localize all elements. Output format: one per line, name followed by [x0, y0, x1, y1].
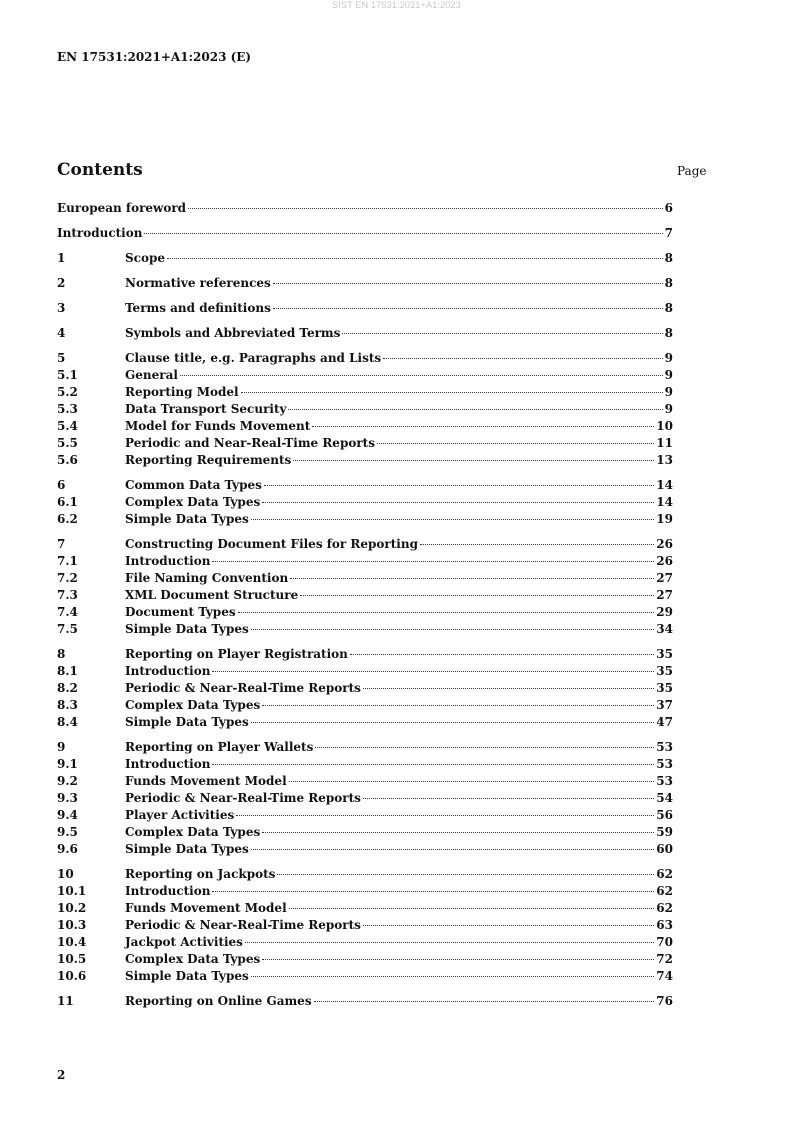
toc-entry-title[interactable]: Model for Funds Movement — [125, 419, 311, 433]
toc-entry-page: 62 — [656, 884, 673, 898]
toc-entry-title[interactable]: Reporting on Jackpots — [125, 867, 276, 881]
toc-entry-title[interactable]: Clause title, e.g. Paragraphs and Lists — [125, 351, 382, 365]
toc-entry[interactable] — [57, 225, 673, 242]
toc-entry-page: 56 — [656, 808, 673, 822]
toc-entry-title[interactable]: Reporting on Player Registration — [125, 647, 348, 661]
toc-entry-title[interactable]: Simple Data Types — [125, 622, 249, 636]
toc-dot-leader — [289, 908, 655, 909]
toc-entry[interactable] — [57, 934, 673, 951]
toc-entry-number: 5.5 — [57, 436, 78, 450]
toc-entry-number: 5 — [57, 351, 66, 365]
toc-entry-number: 7.1 — [57, 554, 78, 568]
toc-entry-number: 5.3 — [57, 402, 78, 416]
toc-entry-number: 2 — [57, 276, 66, 290]
toc-entry-number: 10.6 — [57, 969, 87, 983]
toc-dot-leader — [144, 233, 662, 234]
toc-entry-number: 7.5 — [57, 622, 78, 636]
toc-entry[interactable] — [57, 824, 673, 841]
toc-entry-title[interactable]: Constructing Document Files for Reporting — [125, 537, 418, 551]
toc-entry-page: 8 — [664, 251, 673, 265]
toc-entry-title[interactable]: General — [125, 368, 178, 382]
toc-entry-number: 7.4 — [57, 605, 78, 619]
toc-entry[interactable] — [57, 663, 673, 680]
toc-dot-leader — [342, 333, 662, 334]
toc-entry-page: 11 — [656, 436, 673, 450]
toc-entry[interactable] — [57, 697, 673, 714]
toc-entry-number: 6 — [57, 478, 66, 492]
toc-entry-title[interactable]: Introduction — [125, 884, 211, 898]
toc-entry-number: 9.4 — [57, 808, 78, 822]
toc-entry-number: 10.5 — [57, 952, 87, 966]
toc-entry[interactable] — [57, 621, 673, 638]
toc-entry-number: 7.3 — [57, 588, 78, 602]
toc-dot-leader — [180, 375, 663, 376]
toc-entry[interactable] — [57, 511, 673, 528]
toc-entry[interactable] — [57, 553, 673, 570]
toc-entry-number: 10 — [57, 867, 74, 881]
toc-dot-leader — [383, 358, 662, 359]
toc-entry[interactable] — [57, 350, 673, 367]
toc-entry-number: 10.3 — [57, 918, 87, 932]
toc-entry-title[interactable]: Normative references — [125, 276, 271, 290]
toc-entry-page: 34 — [656, 622, 673, 636]
toc-entry-number: 9.3 — [57, 791, 78, 805]
toc-entry-title[interactable]: Periodic and Near-Real-Time Reports — [125, 436, 375, 450]
toc-dot-leader — [350, 654, 654, 655]
contents-heading: Contents — [57, 160, 143, 180]
toc-dot-leader — [312, 426, 654, 427]
toc-entry-title[interactable]: Reporting on Player Wallets — [125, 740, 314, 754]
toc-entry[interactable] — [57, 300, 673, 317]
toc-entry[interactable] — [57, 494, 673, 511]
toc-dot-leader — [315, 747, 654, 748]
toc-entry[interactable] — [57, 200, 673, 217]
toc-dot-leader — [251, 519, 655, 520]
toc-entry-page: 63 — [656, 918, 673, 932]
toc-entry-title[interactable]: Introduction — [125, 554, 211, 568]
toc-dot-leader — [290, 578, 654, 579]
toc-dot-leader — [273, 283, 663, 284]
toc-entry[interactable] — [57, 917, 673, 934]
toc-entry-title[interactable]: Jackpot Activities — [125, 935, 243, 949]
toc-entry-page: 60 — [656, 842, 673, 856]
toc-entry-page: 6 — [664, 201, 673, 215]
toc-entry-title[interactable]: Simple Data Types — [125, 512, 249, 526]
toc-entry[interactable] — [57, 756, 673, 773]
toc-dot-leader — [167, 258, 663, 259]
toc-entry-title[interactable]: Reporting on Online Games — [125, 994, 312, 1008]
document-id: EN 17531:2021+A1:2023 (E) — [57, 50, 252, 64]
toc-entry-title[interactable]: Terms and definitions — [125, 301, 271, 315]
toc-dot-leader — [212, 764, 654, 765]
toc-entry-page: 62 — [656, 867, 673, 881]
toc-dot-leader — [277, 874, 654, 875]
toc-entry[interactable] — [57, 968, 673, 985]
toc-entry-title[interactable]: Data Transport Security — [125, 402, 287, 416]
toc-entry[interactable] — [57, 951, 673, 968]
toc-entry-title[interactable]: Funds Movement Model — [125, 774, 287, 788]
toc-dot-leader — [238, 612, 655, 613]
toc-dot-leader — [251, 976, 655, 977]
toc-dot-leader — [236, 815, 654, 816]
toc-entry-title[interactable]: Complex Data Types — [125, 698, 261, 712]
toc-entry-page: 26 — [656, 554, 673, 568]
toc-entry[interactable] — [57, 477, 673, 494]
toc-entry-number: 4 — [57, 326, 66, 340]
toc-entry[interactable] — [57, 384, 673, 401]
toc-entry-number: 10.1 — [57, 884, 87, 898]
toc-entry-page: 10 — [656, 419, 673, 433]
toc-entry-number: 8 — [57, 647, 66, 661]
toc-dot-leader — [262, 705, 654, 706]
toc-entry-title[interactable]: Introduction — [57, 226, 143, 240]
page-column-label: Page — [677, 164, 707, 178]
toc-entry-number: 8.4 — [57, 715, 78, 729]
toc-entry-number: 8.1 — [57, 664, 78, 678]
toc-entry-page: 35 — [656, 681, 673, 695]
toc-entry-title[interactable]: European foreword — [57, 201, 187, 215]
toc-dot-leader — [363, 798, 654, 799]
toc-entry[interactable] — [57, 841, 673, 858]
toc-entry-number: 6.2 — [57, 512, 78, 526]
toc-entry-number: 7 — [57, 537, 66, 551]
toc-entry-title[interactable]: Document Types — [125, 605, 236, 619]
toc-entry[interactable] — [57, 900, 673, 917]
toc-dot-leader — [314, 1001, 655, 1002]
toc-entry-page: 9 — [664, 368, 673, 382]
toc-entry-number: 3 — [57, 301, 66, 315]
toc-entry-number: 5.2 — [57, 385, 78, 399]
toc-dot-leader — [300, 595, 654, 596]
toc-entry-page: 14 — [656, 478, 673, 492]
toc-entry-page: 70 — [656, 935, 673, 949]
toc-entry-page: 53 — [656, 774, 673, 788]
toc-entry[interactable] — [57, 452, 673, 469]
toc-entry-page: 74 — [656, 969, 673, 983]
toc-entry[interactable] — [57, 993, 673, 1010]
toc-entry[interactable] — [57, 275, 673, 292]
toc-entry-title[interactable]: Common Data Types — [125, 478, 262, 492]
toc-entry-number: 9.5 — [57, 825, 78, 839]
toc-entry-page: 19 — [656, 512, 673, 526]
toc-dot-leader — [273, 308, 663, 309]
toc-dot-leader — [212, 891, 654, 892]
toc-dot-leader — [420, 544, 654, 545]
toc-entry-title[interactable]: Complex Data Types — [125, 952, 261, 966]
toc-entry-title[interactable]: Simple Data Types — [125, 715, 249, 729]
toc-entry[interactable] — [57, 773, 673, 790]
toc-entry-title[interactable]: Player Activities — [125, 808, 235, 822]
toc-entry[interactable] — [57, 367, 673, 384]
toc-entry-title[interactable]: Funds Movement Model — [125, 901, 287, 915]
toc-entry-page: 27 — [656, 588, 673, 602]
toc-entry-page: 8 — [664, 276, 673, 290]
toc-entry[interactable] — [57, 587, 673, 604]
toc-dot-leader — [245, 942, 654, 943]
toc-dot-leader — [251, 849, 655, 850]
toc-entry[interactable] — [57, 866, 673, 883]
toc-entry[interactable] — [57, 435, 673, 452]
toc-dot-leader — [262, 959, 654, 960]
toc-entry-title[interactable]: File Naming Convention — [125, 571, 289, 585]
toc-dot-leader — [289, 781, 655, 782]
toc-entry-title[interactable]: Complex Data Types — [125, 495, 261, 509]
toc-dot-leader — [293, 460, 654, 461]
toc-entry-number: 5.6 — [57, 453, 78, 467]
toc-entry[interactable] — [57, 536, 673, 553]
toc-entry[interactable] — [57, 570, 673, 587]
toc-dot-leader — [264, 485, 654, 486]
toc-dot-leader — [241, 392, 663, 393]
toc-entry-page: 29 — [656, 605, 673, 619]
toc-entry[interactable] — [57, 739, 673, 756]
toc-dot-leader — [262, 832, 654, 833]
toc-entry-number: 9 — [57, 740, 66, 754]
toc-entry-page: 59 — [656, 825, 673, 839]
toc-entry-title[interactable]: XML Document Structure — [125, 588, 299, 602]
toc-entry-title[interactable]: Periodic & Near-Real-Time Reports — [125, 791, 361, 805]
toc-entry-number: 11 — [57, 994, 74, 1008]
toc-entry-page: 14 — [656, 495, 673, 509]
toc-entry-title[interactable]: Reporting Model — [125, 385, 239, 399]
toc-entry-page: 76 — [656, 994, 673, 1008]
toc-entry-number: 5.1 — [57, 368, 78, 382]
toc-dot-leader — [251, 722, 655, 723]
toc-entry[interactable] — [57, 401, 673, 418]
toc-entry-page: 9 — [664, 351, 673, 365]
table-of-contents — [57, 200, 673, 1010]
toc-entry-title[interactable]: Scope — [125, 251, 166, 265]
toc-entry-title[interactable]: Periodic & Near-Real-Time Reports — [125, 681, 361, 695]
toc-entry[interactable] — [57, 714, 673, 731]
watermark-text: SIST EN 17531:2021+A1:2023 — [332, 0, 461, 10]
footer-page-number: 2 — [57, 1068, 66, 1082]
toc-entry-page: 13 — [656, 453, 673, 467]
toc-dot-leader — [377, 443, 654, 444]
toc-dot-leader — [251, 629, 655, 630]
toc-entry-number: 10.2 — [57, 901, 87, 915]
toc-entry-number: 8.3 — [57, 698, 78, 712]
toc-dot-leader — [363, 925, 654, 926]
toc-entry-page: 8 — [664, 301, 673, 315]
toc-entry[interactable] — [57, 250, 673, 267]
toc-entry-title[interactable]: Introduction — [125, 757, 211, 771]
toc-entry-title[interactable]: Symbols and Abbreviated Terms — [125, 326, 341, 340]
toc-entry-title[interactable]: Simple Data Types — [125, 969, 249, 983]
toc-entry-page: 7 — [664, 226, 673, 240]
toc-entry-page: 8 — [664, 326, 673, 340]
toc-entry[interactable] — [57, 883, 673, 900]
toc-entry-page: 72 — [656, 952, 673, 966]
toc-entry-number: 6.1 — [57, 495, 78, 509]
toc-entry[interactable] — [57, 680, 673, 697]
toc-entry-number: 1 — [57, 251, 66, 265]
toc-entry-number: 9.2 — [57, 774, 78, 788]
toc-entry-number: 5.4 — [57, 419, 78, 433]
toc-dot-leader — [212, 561, 654, 562]
toc-entry-number: 10.4 — [57, 935, 87, 949]
toc-dot-leader — [363, 688, 654, 689]
toc-entry-page: 35 — [656, 647, 673, 661]
toc-entry-page: 9 — [664, 402, 673, 416]
toc-entry-title[interactable]: Periodic & Near-Real-Time Reports — [125, 918, 361, 932]
toc-entry[interactable] — [57, 604, 673, 621]
toc-entry[interactable] — [57, 325, 673, 342]
toc-dot-leader — [288, 409, 662, 410]
toc-dot-leader — [188, 208, 663, 209]
toc-entry-page: 54 — [656, 791, 673, 805]
toc-entry-page: 35 — [656, 664, 673, 678]
toc-dot-leader — [262, 502, 654, 503]
toc-entry-number: 9.1 — [57, 757, 78, 771]
toc-entry-number: 7.2 — [57, 571, 78, 585]
toc-entry[interactable] — [57, 418, 673, 435]
toc-entry-number: 9.6 — [57, 842, 78, 856]
toc-entry[interactable] — [57, 790, 673, 807]
toc-entry-number: 8.2 — [57, 681, 78, 695]
toc-entry-title[interactable]: Introduction — [125, 664, 211, 678]
toc-entry[interactable] — [57, 807, 673, 824]
toc-dot-leader — [212, 671, 654, 672]
toc-entry-page: 47 — [656, 715, 673, 729]
toc-entry-page: 27 — [656, 571, 673, 585]
toc-entry[interactable] — [57, 646, 673, 663]
toc-entry-page: 37 — [656, 698, 673, 712]
toc-entry-page: 53 — [656, 757, 673, 771]
toc-entry-title[interactable]: Reporting Requirements — [125, 453, 292, 467]
toc-entry-page: 9 — [664, 385, 673, 399]
toc-entry-page: 26 — [656, 537, 673, 551]
toc-entry-page: 53 — [656, 740, 673, 754]
toc-entry-page: 62 — [656, 901, 673, 915]
toc-entry-title[interactable]: Complex Data Types — [125, 825, 261, 839]
toc-entry-title[interactable]: Simple Data Types — [125, 842, 249, 856]
